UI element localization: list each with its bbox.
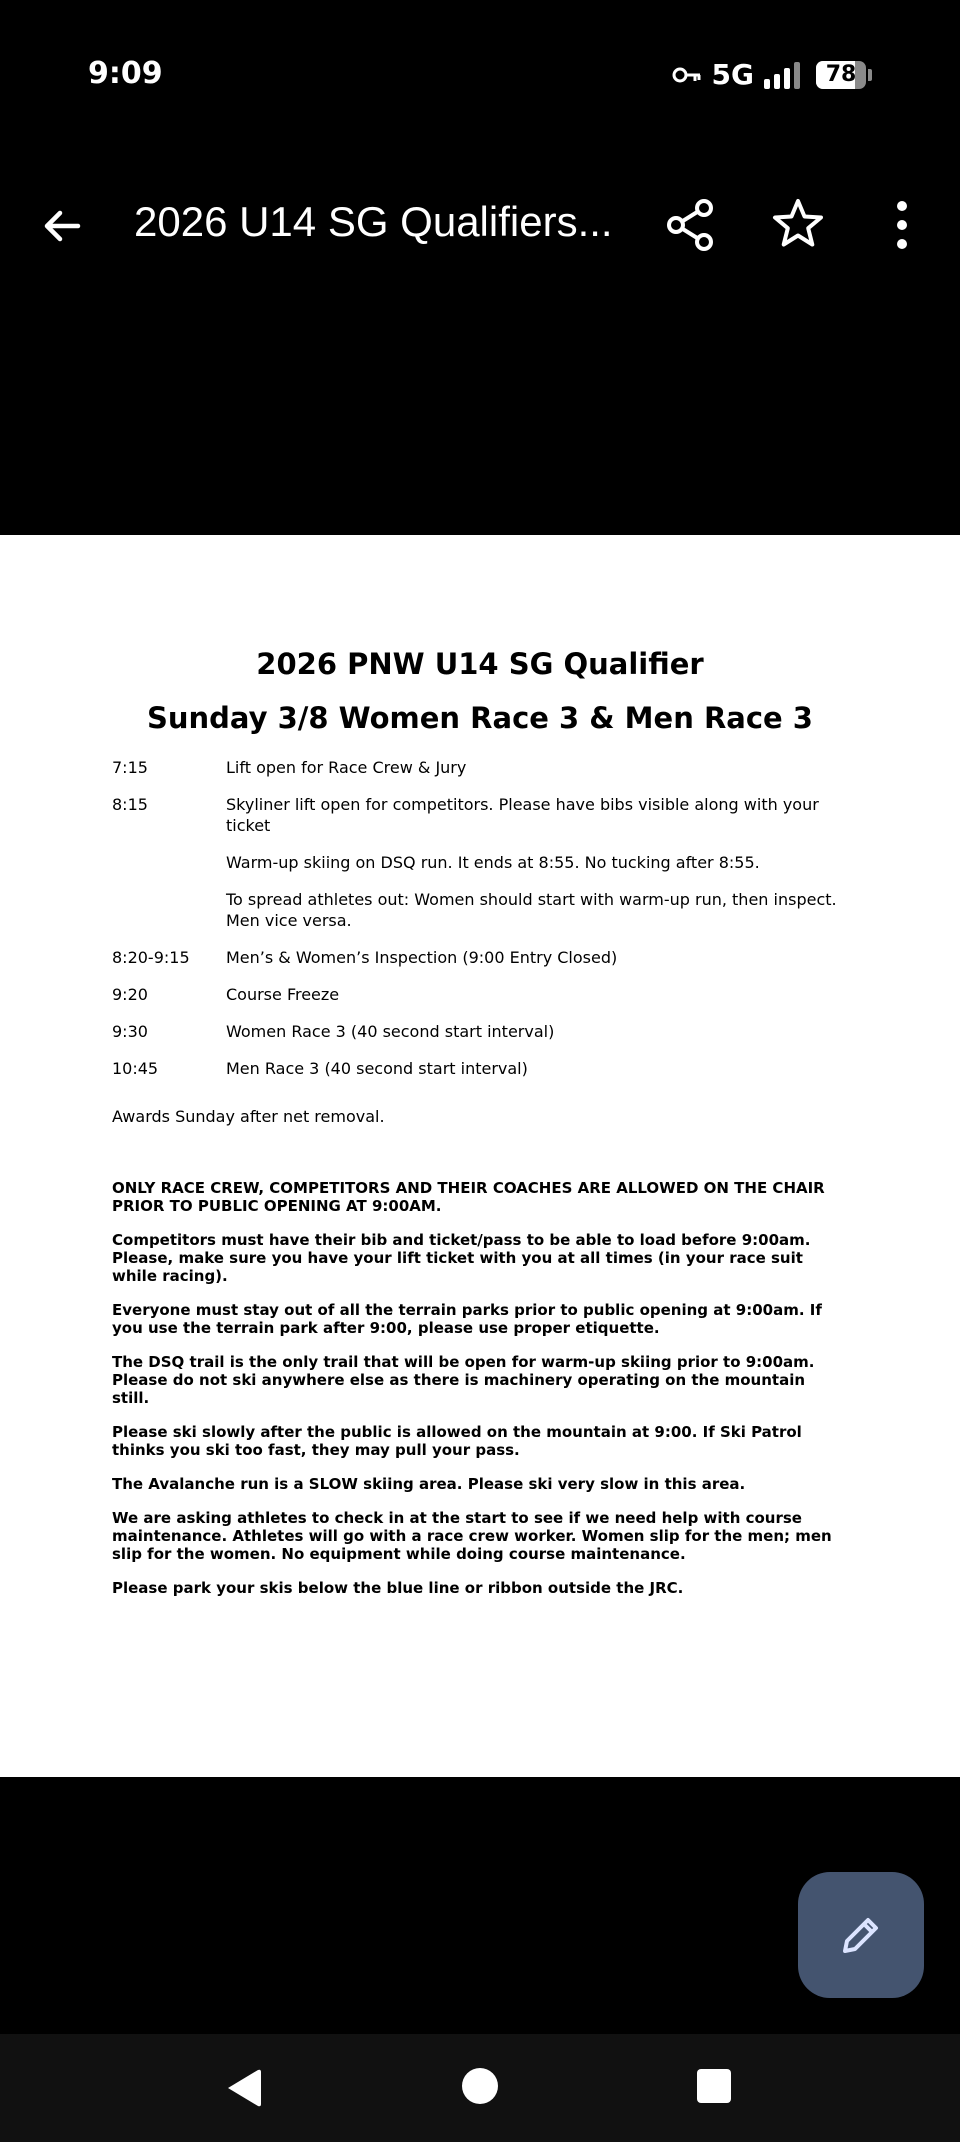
status-bar bbox=[0, 0, 960, 150]
pencil-icon bbox=[836, 1910, 886, 1960]
schedule-row bbox=[112, 1021, 840, 1042]
schedule-time bbox=[112, 852, 226, 873]
battery-icon bbox=[816, 61, 866, 89]
document-page[interactable] bbox=[0, 535, 960, 1777]
document-subheading: Sunday 3/8 Women Race 3 & Men Race 3 bbox=[147, 701, 813, 735]
schedule-row bbox=[112, 984, 840, 1005]
star-icon[interactable] bbox=[770, 196, 826, 252]
schedule-text: To spread athletes out: Women should start with warm-up run, then inspect. Men vice versa. bbox=[226, 890, 837, 930]
edit-button[interactable] bbox=[798, 1872, 924, 1998]
nav-back-icon[interactable] bbox=[224, 2066, 264, 2110]
share-icon[interactable] bbox=[664, 198, 718, 252]
battery-percent: 78 bbox=[825, 62, 857, 87]
schedule-row bbox=[112, 1058, 840, 1079]
more-vert-icon[interactable] bbox=[878, 198, 926, 252]
schedule-time: 8:20-9:15 bbox=[112, 948, 190, 967]
rule-paragraph: Please ski slowly after the public is allowed on the mountain at 9:00. If Ski Patrol thinks you ski too fast, they may pull your pass. bbox=[112, 1423, 802, 1459]
schedule-row bbox=[112, 757, 840, 778]
schedule-time: 8:15 bbox=[112, 795, 148, 814]
schedule-row bbox=[112, 947, 840, 968]
schedule-text: Men’s & Women’s Inspection (9:00 Entry Closed) bbox=[226, 948, 618, 967]
network-type: 5G bbox=[711, 58, 754, 91]
rule-paragraph: The Avalanche run is a SLOW skiing area. Please ski very slow in this area. bbox=[112, 1475, 746, 1493]
status-time: 9:09 bbox=[88, 56, 163, 91]
rule-paragraph: Please park your skis below the blue line or ribbon outside the JRC. bbox=[112, 1579, 684, 1597]
schedule-text: Women Race 3 (40 second start interval) bbox=[226, 1022, 555, 1041]
document-heading: 2026 PNW U14 SG Qualifier bbox=[256, 647, 704, 681]
awards-note: Awards Sunday after net removal. bbox=[112, 1107, 385, 1126]
rule-paragraph: Everyone must stay out of all the terrain parks prior to public opening at 9:00am. If you use the terrain park after 9:00, please use proper etiquette. bbox=[112, 1301, 822, 1337]
schedule-time: 10:45 bbox=[112, 1059, 159, 1078]
nav-home-icon[interactable] bbox=[460, 2066, 500, 2106]
rule-paragraph: We are asking athletes to check in at the start to see if we need help with course maintenance. Athletes will go with a race crew worker. Women slip for the men; men slip for the women. No equipment while doing course maintenance. bbox=[112, 1509, 832, 1563]
rule-paragraph: ONLY RACE CREW, COMPETITORS AND THEIR COACHES ARE ALLOWED ON THE CHAIR PRIOR TO PUBLIC OPENING AT 9:00AM. bbox=[112, 1179, 825, 1215]
schedule-row bbox=[112, 794, 840, 836]
schedule-time: 9:20 bbox=[112, 985, 148, 1004]
schedule-text: Course Freeze bbox=[226, 985, 340, 1004]
rule-paragraph: The DSQ trail is the only trail that will be open for warm-up skiing prior to 9:00am. Please do not ski anywhere else as there is machinery operating on the mountain still. bbox=[112, 1353, 815, 1407]
nav-recents-icon[interactable] bbox=[696, 2068, 732, 2104]
status-icons bbox=[672, 58, 872, 91]
schedule-text: Skyliner lift open for competitors. Please have bibs visible along with your ticket bbox=[226, 795, 819, 835]
battery-tip bbox=[868, 69, 872, 81]
rule-paragraph: Competitors must have their bib and ticket/pass to be able to load before 9:00am. Please, make sure you have your lift ticket with you at all times (in your race suit while racing). bbox=[112, 1231, 811, 1285]
schedule-text: Men Race 3 (40 second start interval) bbox=[226, 1059, 528, 1078]
schedule-text: Warm-up skiing on DSQ run. It ends at 8:55. No tucking after 8:55. bbox=[226, 853, 760, 872]
system-nav-bar bbox=[0, 2034, 960, 2142]
back-arrow-icon[interactable] bbox=[38, 202, 86, 250]
app-bar bbox=[0, 180, 960, 270]
document-title: 2026 U14 SG Qualifiers... bbox=[134, 198, 613, 245]
schedule-row bbox=[112, 889, 840, 931]
signal-icon bbox=[764, 61, 806, 89]
schedule-text: Lift open for Race Crew & Jury bbox=[226, 758, 467, 777]
schedule-row bbox=[112, 852, 840, 873]
schedule-time: 7:15 bbox=[112, 758, 148, 777]
rules-list bbox=[112, 1179, 842, 1613]
vpn-key-icon bbox=[672, 64, 702, 86]
schedule bbox=[112, 757, 840, 1095]
schedule-time: 9:30 bbox=[112, 1022, 148, 1041]
schedule-time bbox=[112, 889, 226, 931]
